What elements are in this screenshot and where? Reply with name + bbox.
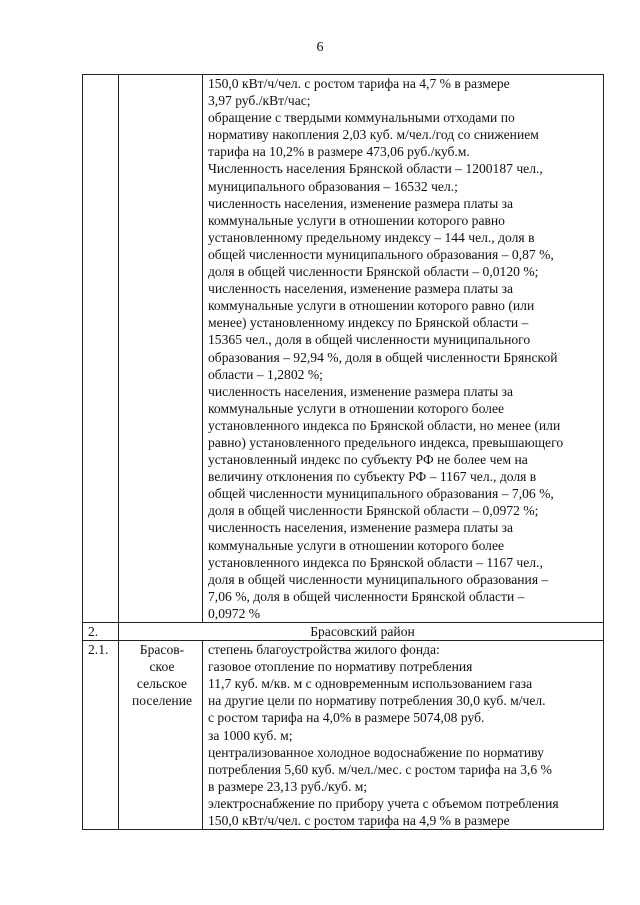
table-row-settlement xyxy=(83,641,604,830)
text-line: 15365 чел., доля в общей численности муниципального xyxy=(208,332,531,348)
text-line: коммунальные услуги в отношении которого равно (или xyxy=(208,298,535,314)
text-line: сельское xyxy=(136,676,188,692)
text-line: 150,0 кВт/ч/чел. с ростом тарифа на 4,7 % в размере xyxy=(208,76,510,91)
text-line: величину отклонения по субъекту РФ – 1167 чел., доля в xyxy=(208,469,537,485)
text-line: за 1000 куб. м; xyxy=(208,727,293,743)
settlement-number: 2.1. xyxy=(83,641,119,830)
text-line: установленному предельному индексу – 144 чел., доля в xyxy=(208,229,535,245)
text-line: численность населения, изменение размера платы за xyxy=(208,281,514,297)
text-line: нормативу накопления 2,03 куб. м/чел./год со снижением xyxy=(208,127,539,143)
text-line: образования – 92,94 %, доля в общей численности Брянской xyxy=(208,349,558,365)
text-line: ское xyxy=(149,659,175,675)
text-line: 11,7 куб. м/кв. м с одновременным использованием газа xyxy=(208,676,533,692)
page-number: 6 xyxy=(316,40,324,55)
cell-description xyxy=(203,75,604,623)
cell-number-empty xyxy=(83,75,119,623)
text-line: установленного индекса по Брянской области, но менее (или xyxy=(208,417,561,433)
text-line: общей численности муниципального образования – 0,87 %, xyxy=(208,246,554,262)
text-line: Брасов- xyxy=(139,642,185,658)
district-number: 2. xyxy=(83,623,119,641)
text-line: коммунальные услуги в отношении которого более xyxy=(208,537,505,553)
table-row-district xyxy=(83,623,604,641)
text-line: поселение xyxy=(131,693,193,709)
text-line: централизованное холодное водоснабжение по нормативу xyxy=(208,744,544,760)
text-line: Численность населения Брянской области – 1200187 чел., xyxy=(208,161,543,177)
text-line: установленного индекса по Брянской области – 1167 чел., xyxy=(208,554,543,570)
tariff-table xyxy=(82,74,604,830)
text-line: менее) установленному индексу по Брянской области – xyxy=(208,315,529,331)
text-line: муниципального образования – 16532 чел.; xyxy=(208,178,458,194)
text-line: потребления 5,60 куб. м/чел./мес. с ростом тарифа на 3,6 % xyxy=(208,761,552,777)
cell-name-empty xyxy=(119,75,203,623)
table-row-continued xyxy=(83,75,604,623)
text-line: 0,0972 % xyxy=(208,605,261,621)
district-title: Брасовский район xyxy=(119,623,604,641)
text-line: коммунальные услуги в отношении которого более xyxy=(208,400,505,416)
text-line: 150,0 кВт/ч/чел. с ростом тарифа на 4,9 % в размере xyxy=(208,813,510,829)
text-line: численность населения, изменение размера платы за xyxy=(208,520,514,536)
text-line: доля в общей численности Брянской области – 0,0120 %; xyxy=(208,264,539,280)
text-line: 3,97 руб./кВт/час; xyxy=(208,93,311,109)
text-line: доля в общей численности Брянской области – 0,0972 %; xyxy=(208,503,539,519)
text-line: степень благоустройства жилого фонда: xyxy=(208,642,440,658)
text-line: коммунальные услуги в отношении которого равно xyxy=(208,212,505,228)
text-line: установленный индекс по субъекту РФ не более чем на xyxy=(208,452,528,468)
text-line: в размере 23,13 руб./куб. м; xyxy=(208,778,368,794)
text-line: численность населения, изменение размера платы за xyxy=(208,383,514,399)
text-line: обращение с твердыми коммунальными отходами по xyxy=(208,110,515,126)
text-line: электроснабжение по прибору учета с объемом потребления xyxy=(208,795,559,811)
text-line: общей численности муниципального образования – 7,06 %, xyxy=(208,486,554,502)
text-line: доля в общей численности муниципального образования – xyxy=(208,571,549,587)
text-line: тарифа на 10,2% в размере 473,06 руб./куб.м. xyxy=(208,144,470,160)
text-line: 7,06 %, доля в общей численности Брянской области – xyxy=(208,588,525,604)
text-line: равно) установленного предельного индекса, превышающего xyxy=(208,434,564,450)
settlement-name xyxy=(119,641,203,830)
text-line: на другие цели по нормативу потребления 30,0 куб. м/чел. xyxy=(208,693,546,709)
text-line: с ростом тарифа на 4,0% в размере 5074,08 руб. xyxy=(208,710,485,726)
text-line: области – 1,2802 %; xyxy=(208,366,323,382)
cell-description xyxy=(203,641,604,830)
text-line: численность населения, изменение размера платы за xyxy=(208,195,514,211)
text-line: газовое отопление по нормативу потребления xyxy=(208,659,473,675)
